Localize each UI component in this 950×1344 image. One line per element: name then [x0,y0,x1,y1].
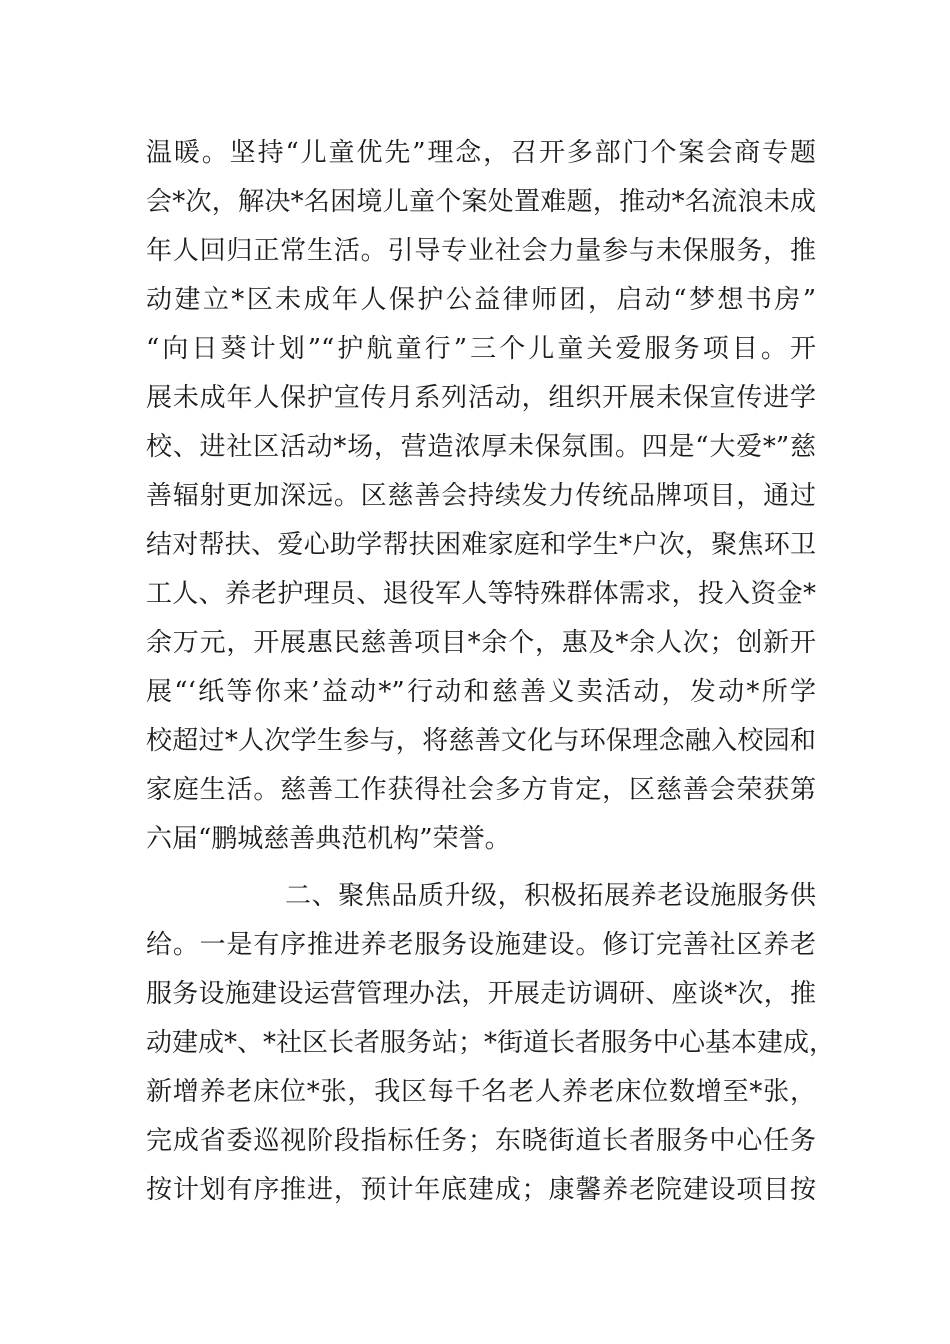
text-line: 会*次，解决*名困境儿童个案处置难题，推动*名流浪未成 [146,187,816,217]
text-line: 校超过*人次学生参与，将慈善文化与环保理念融入校园和 [146,726,816,756]
section-heading-line: 二、聚焦品质升级，积极拓展养老设施服务供 [285,881,816,911]
text-line: 展未成年人保护宣传月系列活动，组织开展未保宣传进学 [146,383,816,413]
text-line: 家庭生活。慈善工作获得社会多方肯定，区慈善会荣获第 [146,775,816,805]
text-line: 展“‘纸等你来’益动*”行动和慈善义卖活动，发动*所学 [146,677,816,707]
text-line: 按计划有序推进，预计年底建成；康馨养老院建设项目按 [146,1175,816,1205]
text-line: 结对帮扶、爱心助学帮扶困难家庭和学生*户次，聚焦环卫 [146,530,816,560]
text-line: 温暖。坚持“儿童优先”理念，召开多部门个案会商专题 [146,138,816,168]
text-line: 校、进社区活动*场，营造浓厚未保氛围。四是“大爱*”慈 [146,432,816,462]
text-line: 新增养老床位*张，我区每千名老人养老床位数增至*张， [146,1077,816,1107]
text-line: 年人回归正常生活。引导专业社会力量参与未保服务，推 [146,236,816,266]
text-line: 工人、养老护理员、退役军人等特殊群体需求，投入资金* [146,579,816,609]
text-line: 余万元，开展惠民慈善项目*余个，惠及*余人次；创新开 [146,628,816,658]
text-line: 善辐射更加深远。区慈善会持续发力传统品牌项目，通过 [146,481,816,511]
paragraph-end-line: 六届“鹏城慈善典范机构”荣誉。 [146,824,511,854]
text-line: 动建成*、*社区长者服务站；*街道长者服务中心基本建成， [146,1028,836,1058]
text-line: 完成省委巡视阶段指标任务；东晓街道长者服务中心任务 [146,1126,816,1156]
text-line: 给。一是有序推进养老服务设施建设。修订完善社区养老 [146,930,816,960]
text-line: 动建立*区未成年人保护公益律师团，启动“梦想书房” [146,285,816,315]
text-line: 服务设施建设运营管理办法，开展走访调研、座谈*次，推 [146,979,816,1009]
text-line: “向日葵计划”“护航童行”三个儿童关爱服务项目。开 [146,334,816,364]
